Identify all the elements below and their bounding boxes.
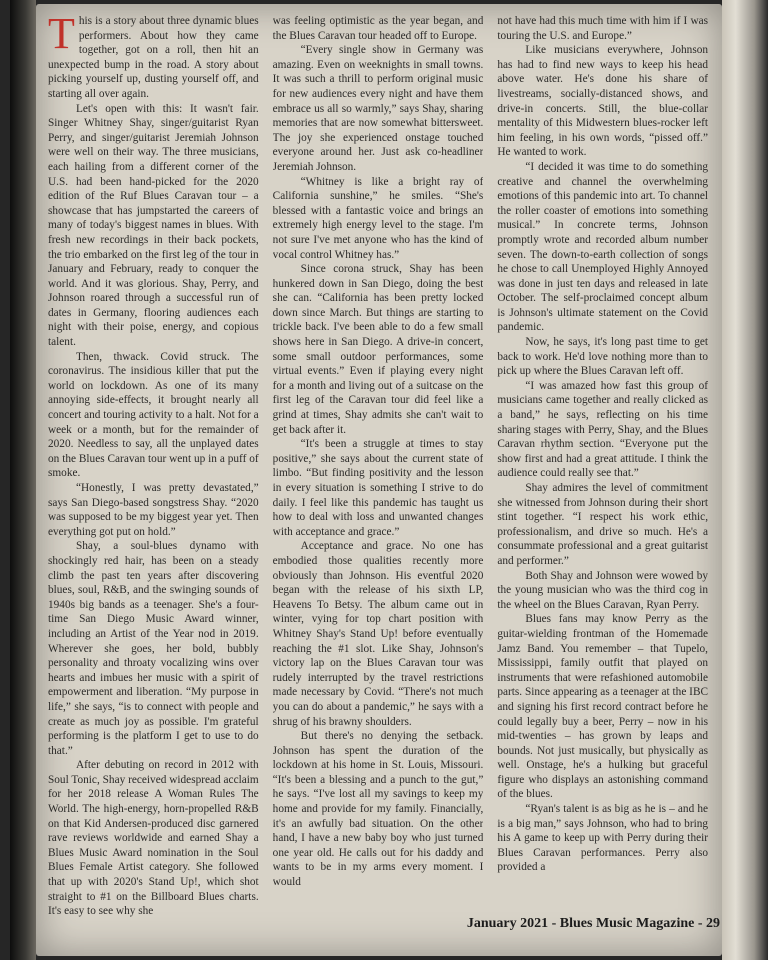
- paragraph: not have had this much time with him if I was touring the U.S. and Europe.”: [497, 15, 709, 42]
- paragraph: Both Shay and Johnson were wowed by the young musician who was the third cog in the wheel on the Blues Caravan, Ryan Perry.: [497, 569, 709, 611]
- drop-cap: T: [48, 14, 75, 58]
- paragraph: was feeling optimistic as the year began, and the Blues Caravan tour headed off to Europe.: [272, 15, 484, 42]
- paragraph: “I decided it was time to do something creative and channel the overwhelming emotions of this pandemic into art. To channel the roller coaster of emotions into something musical.” In concrete terms, Johnson promptly wrote and recorded album number seven. The down-to-earth collection of songs he chose to call Unemployed Highly Annoyed was done in just ten days and released in late October. The self-proclaimed concept album is Johnson's ultimate statement on the Covid pandemic.: [497, 160, 709, 334]
- paragraph: Then, thwack. Covid struck. The coronavirus. The insidious killer that put the world on lockdown. As one of its many annoying side-effects, it brought nearly all concert and touring activity to a halt. Not for a week or a month, but for the remainder of 2020. Needless to say, all the unplayed dates on the Blues Caravan tour went up in a puff of smoke.: [48, 350, 259, 480]
- paragraph: But there's no denying the setback. Johnson has spent the duration of the lockdown at his home in St. Louis, Missouri. “It's been a blessing and a punch to the gut,” he says. “I've lost all my savings to keep my home and provide for my family. Financially, it's an awfully bad situation. On the other hand, I have a new baby boy who just turned one year old. He calls out for his daddy and wants to be in my arms every moment. I would: [272, 730, 484, 889]
- paragraph: “Whitney is like a bright ray of California sunshine,” he smiles. “She's blessed with a fantastic voice and brings an extremely high energy level to the stage. I'm not sure I've met anyone who has the kind of vocal control Whitney has.”: [272, 175, 484, 261]
- magazine-spine: [10, 0, 36, 960]
- article-column-2: [273, 14, 484, 922]
- paragraph: Shay admires the level of commitment she witnessed from Johnson during their short stint together. “I respect his work ethic, professionalism, and drive so much. He's a consummate professional and a great guitarist and performer.”: [497, 482, 709, 567]
- paragraph: “Every single show in Germany was amazing. Even on weeknights in small towns. It was such a thrill to perform original music for new audiences every night and have them embrace us all so warmly,” says Shay, sharing memories that are now somewhat bittersweet. The joy she experienced onstage touched everyone around her. Just ask co-headliner Jeremiah Johnson.: [272, 44, 484, 173]
- page-edge: [722, 0, 768, 960]
- page-footer: January 2021 - Blues Music Magazine - 29: [466, 916, 720, 931]
- paragraph: “It's been a struggle at times to stay positive,” she says about the current state of limbo. “But finding positivity and the lesson in every situation is something I strive to do daily. I feel like this pandemic has taught us how to deal with loss and unwanted changes with acceptance and grace.”: [272, 438, 484, 538]
- paragraph: Acceptance and grace. No one has embodied those qualities recently more obviously than Johnson. His eventful 2020 began with the release of his sixth LP, Heavens To Betsy. The album came out in winter, vying for top chart position with Whitney Shay's Stand Up! before eventually reaching the #1 slot. Like Shay, Johnson's victory lap on the Blues Caravan tour was rudely interrupted by the travel restrictions made necessary by Covid. “There's not much you can do about a pandemic,” he says with a shrug of his brawny shoulders.: [272, 540, 484, 728]
- paragraph: Like musicians everywhere, Johnson has had to find new ways to keep his head above water. He's done his share of livestreams, socially-distanced shows, and drive-in concerts. Still, the blue-collar mentality of this Midwestern blues-rocker left him feeling, in his own words, “pissed off.” He wanted to work.: [497, 44, 709, 159]
- paragraph: “Ryan's talent is as big as he is – and he is a big man,” says Johnson, who had to bring his A game to keep up with Perry during their Blues Caravan performances. Perry also provided a: [497, 803, 709, 874]
- paragraph: After debuting on record in 2012 with Soul Tonic, Shay received widespread acclaim for her 2018 release A Woman Rules The World. The high-energy, horn-propelled R&B on that Kid Andersen-produced disc garnered rave reviews worldwide and earned Shay a Blues Music Award nomination in the Soul Blues Female Artist category. She followed that up with 2020's Stand Up!, which shot straight to #1 on the Billboard Blues charts. It's easy to see why she: [48, 759, 259, 918]
- article-columns: [48, 14, 708, 922]
- paragraph: Blues fans may know Perry as the guitar-wielding frontman of the Homemade Jamz Band. You remember – that Tupelo, Mississippi, family outfit that played on instruments that were refashioned automobile parts. Since appearing as a teenager at the IBC and signing his first record contract before he could legally buy a beer, Perry – now in his mid-twenties – has grown by leaps and bounds. Not just musically, but physically as well. Onstage, he's a hulking but graceful figure who displays an astonishing command of the blues.: [497, 613, 709, 801]
- paragraph: “Honestly, I was pretty devastated,” says San Diego-based songstress Shay. “2020 was supposed to be my biggest year yet. Then everything got put on hold.”: [48, 482, 259, 538]
- paragraph: Now, he says, it's long past time to get back to work. He'd love nothing more than to pick up where the Blues Caravan left off.: [497, 336, 709, 378]
- article-column-1: [48, 14, 259, 922]
- paragraph: This is a story about three dynamic blues performers. About how they came together, got on a roll, then hit an unexpected bump in the road. A story about picking yourself up, dusting yourself off, and starting all over again.: [48, 14, 259, 100]
- paragraph: Shay, a soul-blues dynamo with shockingly red hair, has been on a steady climb the past ten years after discovering blues, soul, R&B, and the swinging sounds of 1940s big bands as a teenager. She's a four-time San Diego Music Award winner, including an Artist of the Year nod in 2019. Wherever she goes, her bold, bubbly personality and throaty vocalizing wins over hearts and imbues her music with a spirit of empowerment and liberation. “My purpose in life,” she says, “is to connect with people and create as much joy as possible. I'm grateful performing is the platform I get to use to do that.”: [48, 540, 259, 757]
- paragraph: Let's open with this: It wasn't fair. Singer Whitney Shay, singer/guitarist Ryan Perry, and singer/guitarist Jeremiah Johnson were well on their way. The three musicians, each hailing from a different corner of the U.S. had been hand-picked for the 2020 edition of the Ruf Blues Caravan tour – a showcase that has jumpstarted the careers of many of today's biggest names in blues. With fresh new recordings in their back pockets, the trio embarked on the first leg of the tour in January and February, ready to conquer the world. And it was glorious. Shay, Perry, and Johnson roared through a successful run of dates in Germany, flooring audiences each night with their poise, energy, and copious talent.: [48, 102, 259, 349]
- paragraph: “I was amazed how fast this group of musicians came together and really clicked as a band,” he says, reflecting on his time sharing stages with Perry, Shay, and the Blues Caravan rhythm section. “Everyone put the show first and had a great attitude. I think the audience could really see that.”: [497, 379, 709, 480]
- paragraph: Since corona struck, Shay has been hunkered down in San Diego, doing the best she can. “California has been pretty locked down since March. But things are starting to trickle back. I've been able to do a few small shows here in San Diego. A drive-in concert, some small outdoor performances, some virtual events.” Even if playing every night for a month and living out of a suitcase on the first leg of the Caravan tour did feel like a grind at times, Shay admits she can't wait to get back after it.: [272, 263, 484, 436]
- article-column-3: [497, 14, 708, 922]
